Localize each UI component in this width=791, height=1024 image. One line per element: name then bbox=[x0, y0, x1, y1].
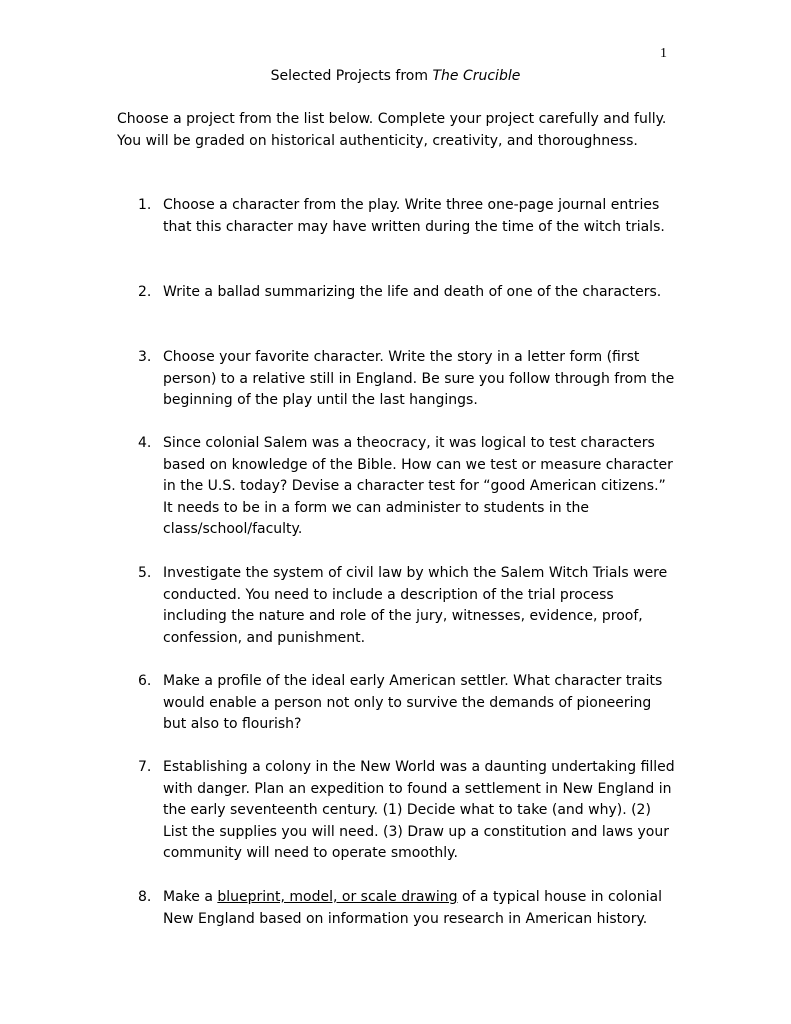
title-prefix: Selected Projects from bbox=[270, 68, 433, 84]
list-item-number: 3. bbox=[138, 349, 152, 365]
list-item-text: Write a ballad summarizing the life and death of one of the characters. bbox=[163, 284, 662, 300]
list-item-text-after: of a typical house in colonial New England based on information you research in American history. bbox=[163, 889, 662, 927]
list-item-text-before: Make a bbox=[163, 889, 218, 905]
list-item bbox=[138, 887, 678, 930]
page-number: 1 bbox=[660, 46, 667, 61]
list-item-text bbox=[163, 887, 678, 930]
list-item-number: 6. bbox=[138, 673, 152, 689]
list-item-number: 7. bbox=[138, 759, 152, 775]
list-item-text: Choose a character from the play. Write three one-page journal entries that this character may have written during the time of the witch trials. bbox=[163, 197, 665, 235]
page-title bbox=[0, 66, 791, 87]
list-item-text: Investigate the system of civil law by which the Salem Witch Trials were conducted. You need to include a description of the trial process including the nature and role of the jury, witnesses, evidence, proof, confession, and punishment. bbox=[163, 565, 668, 646]
list-item bbox=[138, 195, 678, 238]
list-item bbox=[138, 671, 678, 736]
list-item-number: 1. bbox=[138, 197, 152, 213]
list-item-number: 4. bbox=[138, 435, 152, 451]
intro-paragraph: Choose a project from the list below. Complete your project carefully and fully. You will be graded on historical authenticity, creativity, and thoroughness. bbox=[117, 111, 667, 149]
list-item-text: Make a profile of the ideal early American settler. What character traits would enable a person not only to survive the demands of pioneering but also to flourish? bbox=[163, 673, 663, 732]
underlined-phrase: blueprint, model, or scale drawing bbox=[217, 889, 458, 905]
list-item-text: Establishing a colony in the New World was a daunting undertaking filled with danger. Plan an expedition to found a settlement in New England in the early seventeenth century. (1) Decide what to take (and why). (2) List the supplies you will need. (3) Draw up a constitution and laws your community will need to operate smoothly. bbox=[163, 759, 675, 861]
list-item-number: 8. bbox=[138, 889, 152, 905]
list-item bbox=[138, 757, 678, 865]
list-item-text: Since colonial Salem was a theocracy, it was logical to test characters based on knowledge of the Bible. How can we test or measure character in the U.S. today? Devise a character test for “good American citizens.” It needs to be in a form we can administer to students in the class/school/faculty. bbox=[163, 435, 673, 537]
list-item bbox=[138, 563, 678, 649]
list-item bbox=[138, 433, 678, 541]
list-item-number: 5. bbox=[138, 565, 152, 581]
list-item-text: Choose your favorite character. Write the story in a letter form (first person) to a relative still in England. Be sure you follow through from the beginning of the play until the last hangings. bbox=[163, 349, 675, 408]
list-item-number: 2. bbox=[138, 284, 152, 300]
list-item bbox=[138, 282, 678, 304]
list-item bbox=[138, 347, 678, 412]
title-italic: The Crucible bbox=[432, 68, 521, 84]
